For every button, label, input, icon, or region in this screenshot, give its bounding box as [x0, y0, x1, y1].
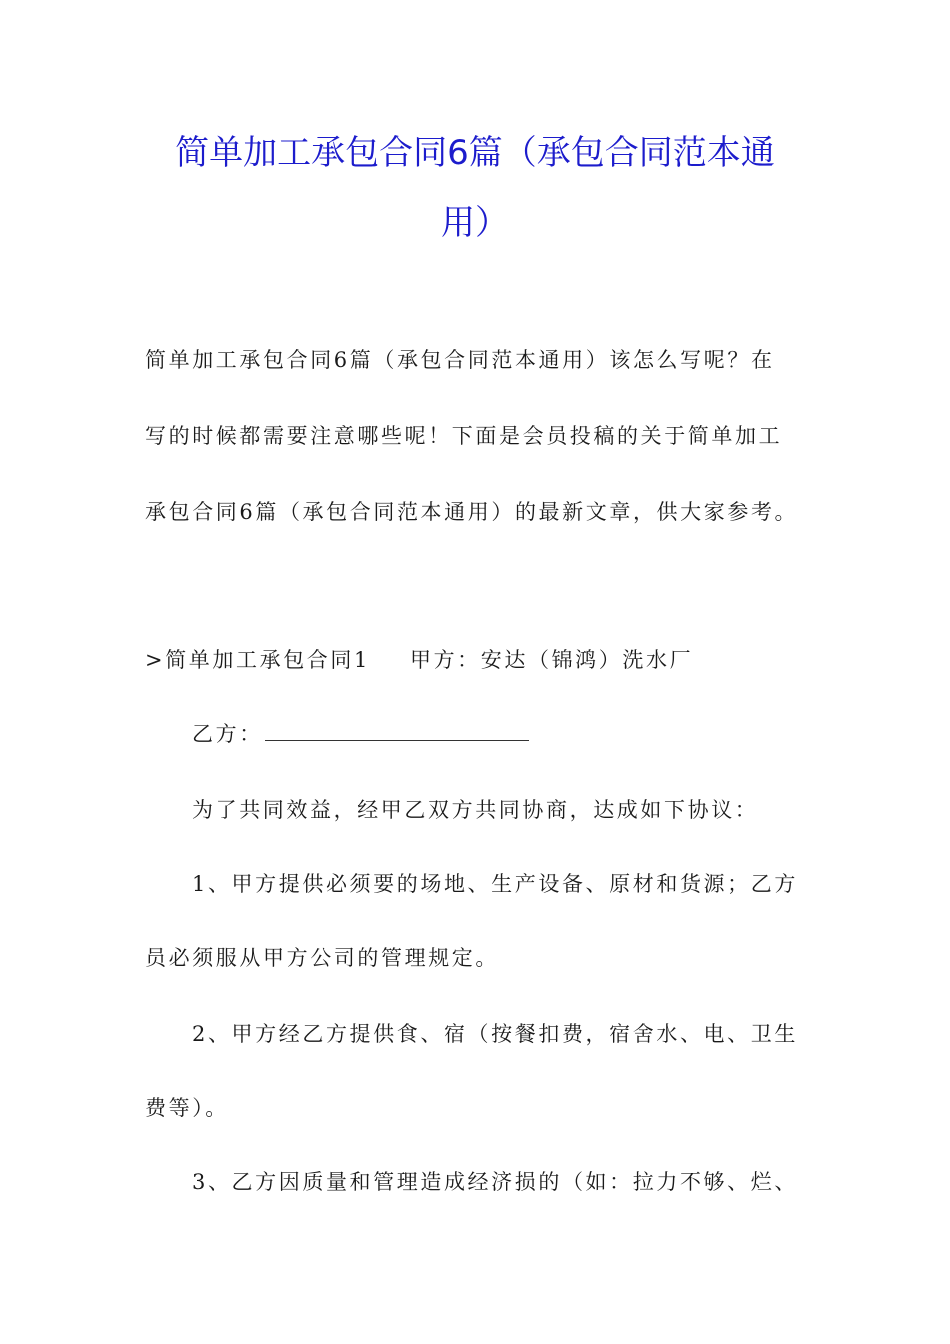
clause-2-line-1: 2、甲方经乙方提供食、宿（按餐扣费，宿舍水、电、卫生: [192, 1022, 798, 1046]
document-title-line-1: 简单加工承包合同6篇（承包合同范本通: [175, 133, 775, 173]
party-b-row: [192, 722, 529, 746]
intro-line-3: 承包合同6篇（承包合同范本通用）的最新文章，供大家参考。: [145, 500, 799, 524]
clause-1-line-2: 员必须服从甲方公司的管理规定。: [145, 946, 499, 970]
contract-heading-row: [145, 648, 693, 672]
document-title-line-2: 用）: [441, 203, 509, 243]
intro-line-1: 简单加工承包合同6篇（承包合同范本通用）该怎么写呢？在: [145, 348, 775, 372]
clause-1-line-1: 1、甲方提供必须要的场地、生产设备、原材和货源；乙方: [192, 872, 798, 896]
party-b-blank-field: [265, 722, 529, 741]
party-a: 甲方：安达（锦鸿）洗水厂: [409, 648, 694, 672]
intro-line-2: 写的时候都需要注意哪些呢！下面是会员投稿的关于简单加工: [145, 424, 783, 448]
clause-2-line-2: 费等）。: [145, 1096, 229, 1120]
contract-heading: >简单加工承包合同1: [145, 648, 370, 672]
contract-preamble: 为了共同效益，经甲乙双方共同协商，达成如下协议：: [192, 798, 759, 822]
clause-3-line-1: 3、乙方因质量和管理造成经济损的（如：拉力不够、烂、: [192, 1170, 798, 1194]
party-b-label: 乙方：: [192, 722, 263, 746]
